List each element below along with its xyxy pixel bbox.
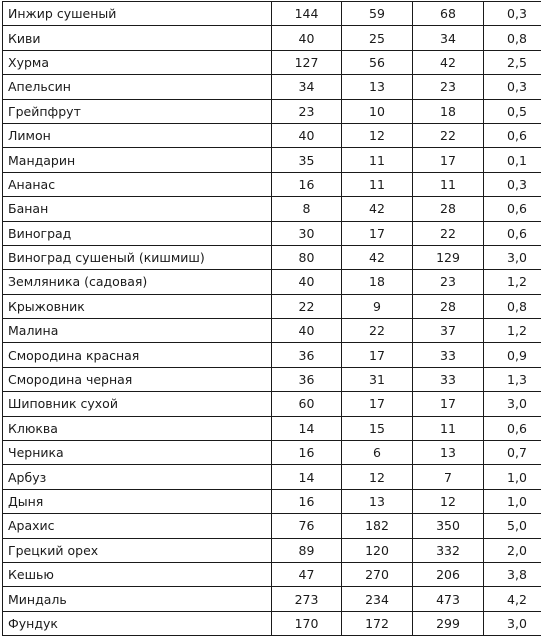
table-row	[3, 245, 541, 269]
value-3-cell: 28	[413, 294, 484, 318]
value-1-cell: 127	[272, 50, 342, 74]
value-3-cell: 473	[413, 587, 484, 611]
value-2-cell: 120	[342, 538, 413, 562]
value-2-cell: 17	[342, 221, 413, 245]
value-2-cell: 10	[342, 99, 413, 123]
value-4-cell: 0,6	[484, 416, 541, 440]
product-name-cell: Смородина черная	[3, 367, 272, 391]
product-name-cell: Арбуз	[3, 465, 272, 489]
table-row	[3, 148, 541, 172]
value-4-cell: 1,0	[484, 465, 541, 489]
table-row	[3, 587, 541, 611]
value-2-cell: 59	[342, 2, 413, 26]
product-name-cell: Киви	[3, 26, 272, 50]
product-name-cell: Инжир сушеный	[3, 2, 272, 26]
value-3-cell: 18	[413, 99, 484, 123]
value-1-cell: 16	[272, 172, 342, 196]
value-2-cell: 9	[342, 294, 413, 318]
value-1-cell: 40	[272, 26, 342, 50]
value-1-cell: 16	[272, 489, 342, 513]
value-1-cell: 8	[272, 197, 342, 221]
value-3-cell: 68	[413, 2, 484, 26]
value-2-cell: 6	[342, 441, 413, 465]
table-row	[3, 465, 541, 489]
value-3-cell: 17	[413, 392, 484, 416]
value-2-cell: 42	[342, 197, 413, 221]
value-3-cell: 129	[413, 245, 484, 269]
value-2-cell: 17	[342, 392, 413, 416]
value-4-cell: 0,3	[484, 2, 541, 26]
value-3-cell: 23	[413, 270, 484, 294]
value-3-cell: 11	[413, 172, 484, 196]
product-name-cell: Виноград	[3, 221, 272, 245]
value-1-cell: 80	[272, 245, 342, 269]
value-3-cell: 33	[413, 343, 484, 367]
value-4-cell: 1,2	[484, 319, 541, 343]
table-row	[3, 367, 541, 391]
value-4-cell: 3,0	[484, 392, 541, 416]
value-3-cell: 33	[413, 367, 484, 391]
table-row	[3, 392, 541, 416]
value-2-cell: 18	[342, 270, 413, 294]
table-row	[3, 172, 541, 196]
value-4-cell: 0,1	[484, 148, 541, 172]
value-4-cell: 2,5	[484, 50, 541, 74]
product-name-cell: Арахис	[3, 514, 272, 538]
product-name-cell: Грецкий орех	[3, 538, 272, 562]
value-2-cell: 56	[342, 50, 413, 74]
product-name-cell: Земляника (садовая)	[3, 270, 272, 294]
value-4-cell: 0,7	[484, 441, 541, 465]
table-row	[3, 50, 541, 74]
product-name-cell: Черника	[3, 441, 272, 465]
table-row	[3, 26, 541, 50]
value-2-cell: 172	[342, 611, 413, 635]
value-3-cell: 332	[413, 538, 484, 562]
value-1-cell: 34	[272, 75, 342, 99]
value-4-cell: 0,3	[484, 75, 541, 99]
table-row	[3, 343, 541, 367]
product-name-cell: Банан	[3, 197, 272, 221]
product-name-cell: Крыжовник	[3, 294, 272, 318]
product-name-cell: Миндаль	[3, 587, 272, 611]
value-4-cell: 1,2	[484, 270, 541, 294]
product-name-cell: Хурма	[3, 50, 272, 74]
value-2-cell: 13	[342, 75, 413, 99]
value-4-cell: 0,8	[484, 294, 541, 318]
table-row	[3, 294, 541, 318]
value-1-cell: 35	[272, 148, 342, 172]
value-1-cell: 144	[272, 2, 342, 26]
product-name-cell: Шиповник сухой	[3, 392, 272, 416]
value-4-cell: 2,0	[484, 538, 541, 562]
product-name-cell: Дыня	[3, 489, 272, 513]
value-3-cell: 23	[413, 75, 484, 99]
product-name-cell: Апельсин	[3, 75, 272, 99]
product-name-cell: Малина	[3, 319, 272, 343]
table-row	[3, 441, 541, 465]
value-1-cell: 40	[272, 319, 342, 343]
product-name-cell: Виноград сушеный (кишмиш)	[3, 245, 272, 269]
value-3-cell: 28	[413, 197, 484, 221]
value-1-cell: 273	[272, 587, 342, 611]
value-1-cell: 30	[272, 221, 342, 245]
value-2-cell: 11	[342, 148, 413, 172]
table-row	[3, 197, 541, 221]
table-row	[3, 489, 541, 513]
table-row	[3, 99, 541, 123]
value-1-cell: 36	[272, 343, 342, 367]
value-1-cell: 47	[272, 562, 342, 586]
product-name-cell: Грейпфрут	[3, 99, 272, 123]
value-3-cell: 11	[413, 416, 484, 440]
value-1-cell: 14	[272, 465, 342, 489]
value-2-cell: 42	[342, 245, 413, 269]
value-3-cell: 12	[413, 489, 484, 513]
product-name-cell: Клюква	[3, 416, 272, 440]
table-row	[3, 75, 541, 99]
value-1-cell: 60	[272, 392, 342, 416]
value-2-cell: 15	[342, 416, 413, 440]
value-2-cell: 31	[342, 367, 413, 391]
value-2-cell: 17	[342, 343, 413, 367]
table-row	[3, 2, 541, 26]
value-1-cell: 89	[272, 538, 342, 562]
table-body	[3, 2, 541, 636]
value-4-cell: 0,6	[484, 221, 541, 245]
table-row	[3, 611, 541, 635]
value-3-cell: 22	[413, 221, 484, 245]
value-3-cell: 37	[413, 319, 484, 343]
value-4-cell: 0,8	[484, 26, 541, 50]
value-3-cell: 7	[413, 465, 484, 489]
value-4-cell: 1,0	[484, 489, 541, 513]
product-name-cell: Фундук	[3, 611, 272, 635]
product-name-cell: Кешью	[3, 562, 272, 586]
value-3-cell: 206	[413, 562, 484, 586]
product-name-cell: Смородина красная	[3, 343, 272, 367]
value-3-cell: 350	[413, 514, 484, 538]
value-1-cell: 40	[272, 270, 342, 294]
value-4-cell: 1,3	[484, 367, 541, 391]
value-3-cell: 17	[413, 148, 484, 172]
value-2-cell: 11	[342, 172, 413, 196]
table-row	[3, 270, 541, 294]
value-4-cell: 5,0	[484, 514, 541, 538]
value-1-cell: 22	[272, 294, 342, 318]
value-4-cell: 0,6	[484, 197, 541, 221]
value-1-cell: 36	[272, 367, 342, 391]
product-name-cell: Мандарин	[3, 148, 272, 172]
value-4-cell: 3,0	[484, 245, 541, 269]
value-4-cell: 0,9	[484, 343, 541, 367]
value-2-cell: 12	[342, 465, 413, 489]
product-name-cell: Ананас	[3, 172, 272, 196]
value-1-cell: 14	[272, 416, 342, 440]
nutrition-table	[2, 1, 541, 636]
table-row	[3, 416, 541, 440]
value-2-cell: 13	[342, 489, 413, 513]
value-1-cell: 76	[272, 514, 342, 538]
value-4-cell: 0,3	[484, 172, 541, 196]
value-1-cell: 23	[272, 99, 342, 123]
table-row	[3, 123, 541, 147]
value-3-cell: 34	[413, 26, 484, 50]
value-1-cell: 170	[272, 611, 342, 635]
value-2-cell: 270	[342, 562, 413, 586]
value-2-cell: 22	[342, 319, 413, 343]
value-4-cell: 4,2	[484, 587, 541, 611]
value-3-cell: 22	[413, 123, 484, 147]
value-2-cell: 182	[342, 514, 413, 538]
table-row	[3, 221, 541, 245]
product-name-cell: Лимон	[3, 123, 272, 147]
value-3-cell: 42	[413, 50, 484, 74]
value-2-cell: 12	[342, 123, 413, 147]
value-4-cell: 3,8	[484, 562, 541, 586]
table-row	[3, 319, 541, 343]
table-row	[3, 562, 541, 586]
value-3-cell: 299	[413, 611, 484, 635]
value-4-cell: 0,6	[484, 123, 541, 147]
value-2-cell: 234	[342, 587, 413, 611]
table-row	[3, 514, 541, 538]
value-4-cell: 0,5	[484, 99, 541, 123]
value-3-cell: 13	[413, 441, 484, 465]
value-2-cell: 25	[342, 26, 413, 50]
table-row	[3, 538, 541, 562]
value-1-cell: 40	[272, 123, 342, 147]
value-4-cell: 3,0	[484, 611, 541, 635]
value-1-cell: 16	[272, 441, 342, 465]
